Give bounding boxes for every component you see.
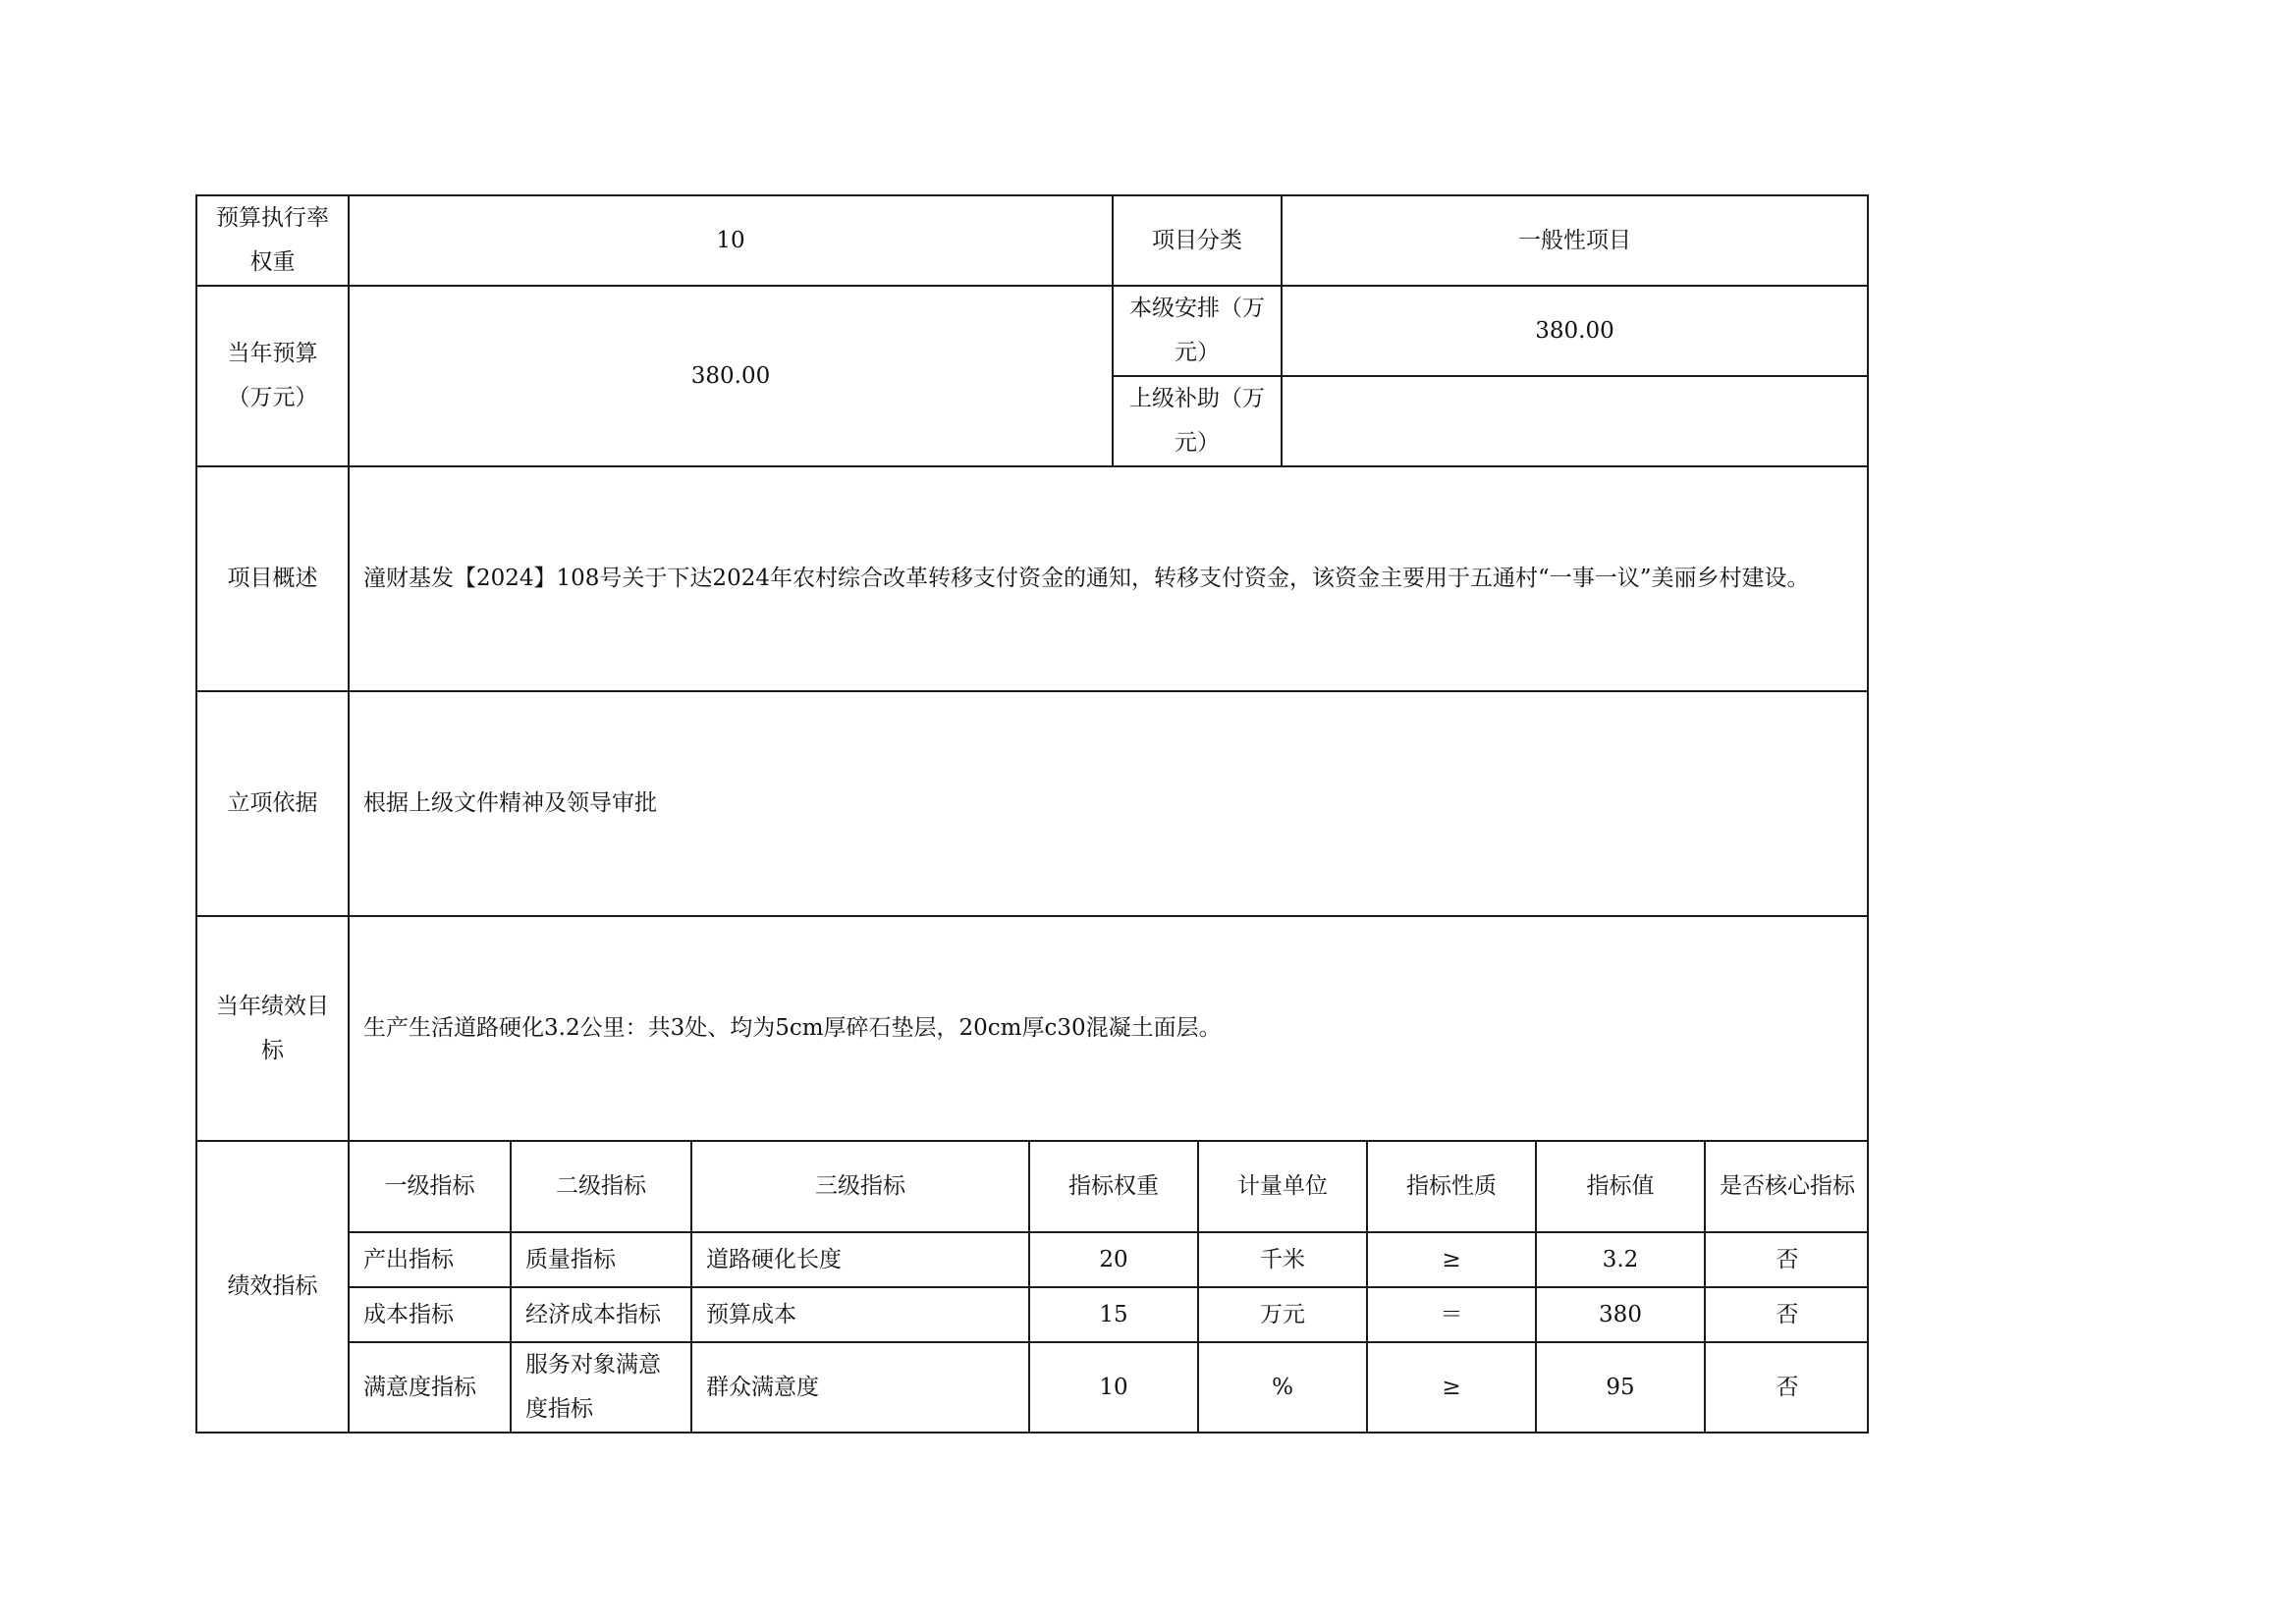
perf-header-cell: 指标权重 [1029,1142,1198,1232]
perf-header-cell: 指标性质 [1367,1142,1536,1232]
perf-cell-value: 380 [1536,1287,1705,1342]
overview-text: 潼财基发【2024】108号关于下达2024年农村综合改革转移支付资金的通知，转移支付资金，该资金主要用于五通村“一事一议”美丽乡村建设。 [349,466,1868,691]
perf-cell-value: 千米 [1198,1232,1367,1287]
basis-label: 立项依据 [196,691,349,916]
weight-value: 10 [349,195,1113,286]
perf-row [350,1287,1868,1342]
perf-label: 绩效指标 [196,1141,349,1433]
category-value: 一般性项目 [1282,195,1868,286]
perf-header-cell: 指标值 [1536,1142,1705,1232]
perf-cell-value: 预算成本 [691,1287,1029,1342]
perf-cell-value: 经济成本指标 [511,1287,691,1342]
perf-cell-value: 95 [1536,1342,1705,1432]
perf-header-cell: 三级指标 [691,1142,1029,1232]
basis-text: 根据上级文件精神及领导审批 [349,691,1868,916]
local-value: 380.00 [1282,286,1868,376]
perf-cell-value: 群众满意度 [691,1342,1029,1432]
perf-header-cell: 计量单位 [1198,1142,1367,1232]
perf-cell-value: 否 [1705,1232,1868,1287]
perf-cell-value: 否 [1705,1342,1868,1432]
perf-cell [349,1141,1868,1433]
weight-label: 预算执行率权重 [196,195,349,286]
perf-header-row [350,1142,1868,1232]
project-table [195,194,1869,1434]
perf-cell-value: 15 [1029,1287,1198,1342]
perf-cell-value: ≥ [1367,1342,1536,1432]
perf-cell-value: 10 [1029,1342,1198,1432]
perf-table [350,1142,1868,1432]
overview-label: 项目概述 [196,466,349,691]
perf-cell-value: 20 [1029,1232,1198,1287]
perf-cell-value: % [1198,1342,1367,1432]
perf-row [350,1342,1868,1432]
perf-header-cell: 二级指标 [511,1142,691,1232]
perf-cell-value: 产出指标 [350,1232,511,1287]
perf-cell-value: ＝ [1367,1287,1536,1342]
upper-label: 上级补助（万元） [1113,376,1282,466]
goal-label: 当年绩效目标 [196,916,349,1141]
budget-form [195,194,1869,1434]
perf-cell-value: 否 [1705,1287,1868,1342]
local-label: 本级安排（万元） [1113,286,1282,376]
perf-cell-value: 3.2 [1536,1232,1705,1287]
budget-label: 当年预算（万元） [196,286,349,466]
perf-cell-value: 服务对象满意度指标 [511,1342,691,1432]
perf-cell-value: 道路硬化长度 [691,1232,1029,1287]
perf-row [350,1232,1868,1287]
perf-header-cell: 一级指标 [350,1142,511,1232]
perf-body [350,1142,1868,1432]
perf-header-cell: 是否核心指标 [1705,1142,1868,1232]
perf-cell-value: 质量指标 [511,1232,691,1287]
perf-cell-value: 满意度指标 [350,1342,511,1432]
perf-cell-value: ≥ [1367,1232,1536,1287]
perf-cell-value: 万元 [1198,1287,1367,1342]
upper-value [1282,376,1868,466]
perf-cell-value: 成本指标 [350,1287,511,1342]
budget-value: 380.00 [349,286,1113,466]
category-label: 项目分类 [1113,195,1282,286]
goal-text: 生产生活道路硬化3.2公里：共3处、均为5cm厚碎石垫层，20cm厚c30混凝土面层。 [349,916,1868,1141]
